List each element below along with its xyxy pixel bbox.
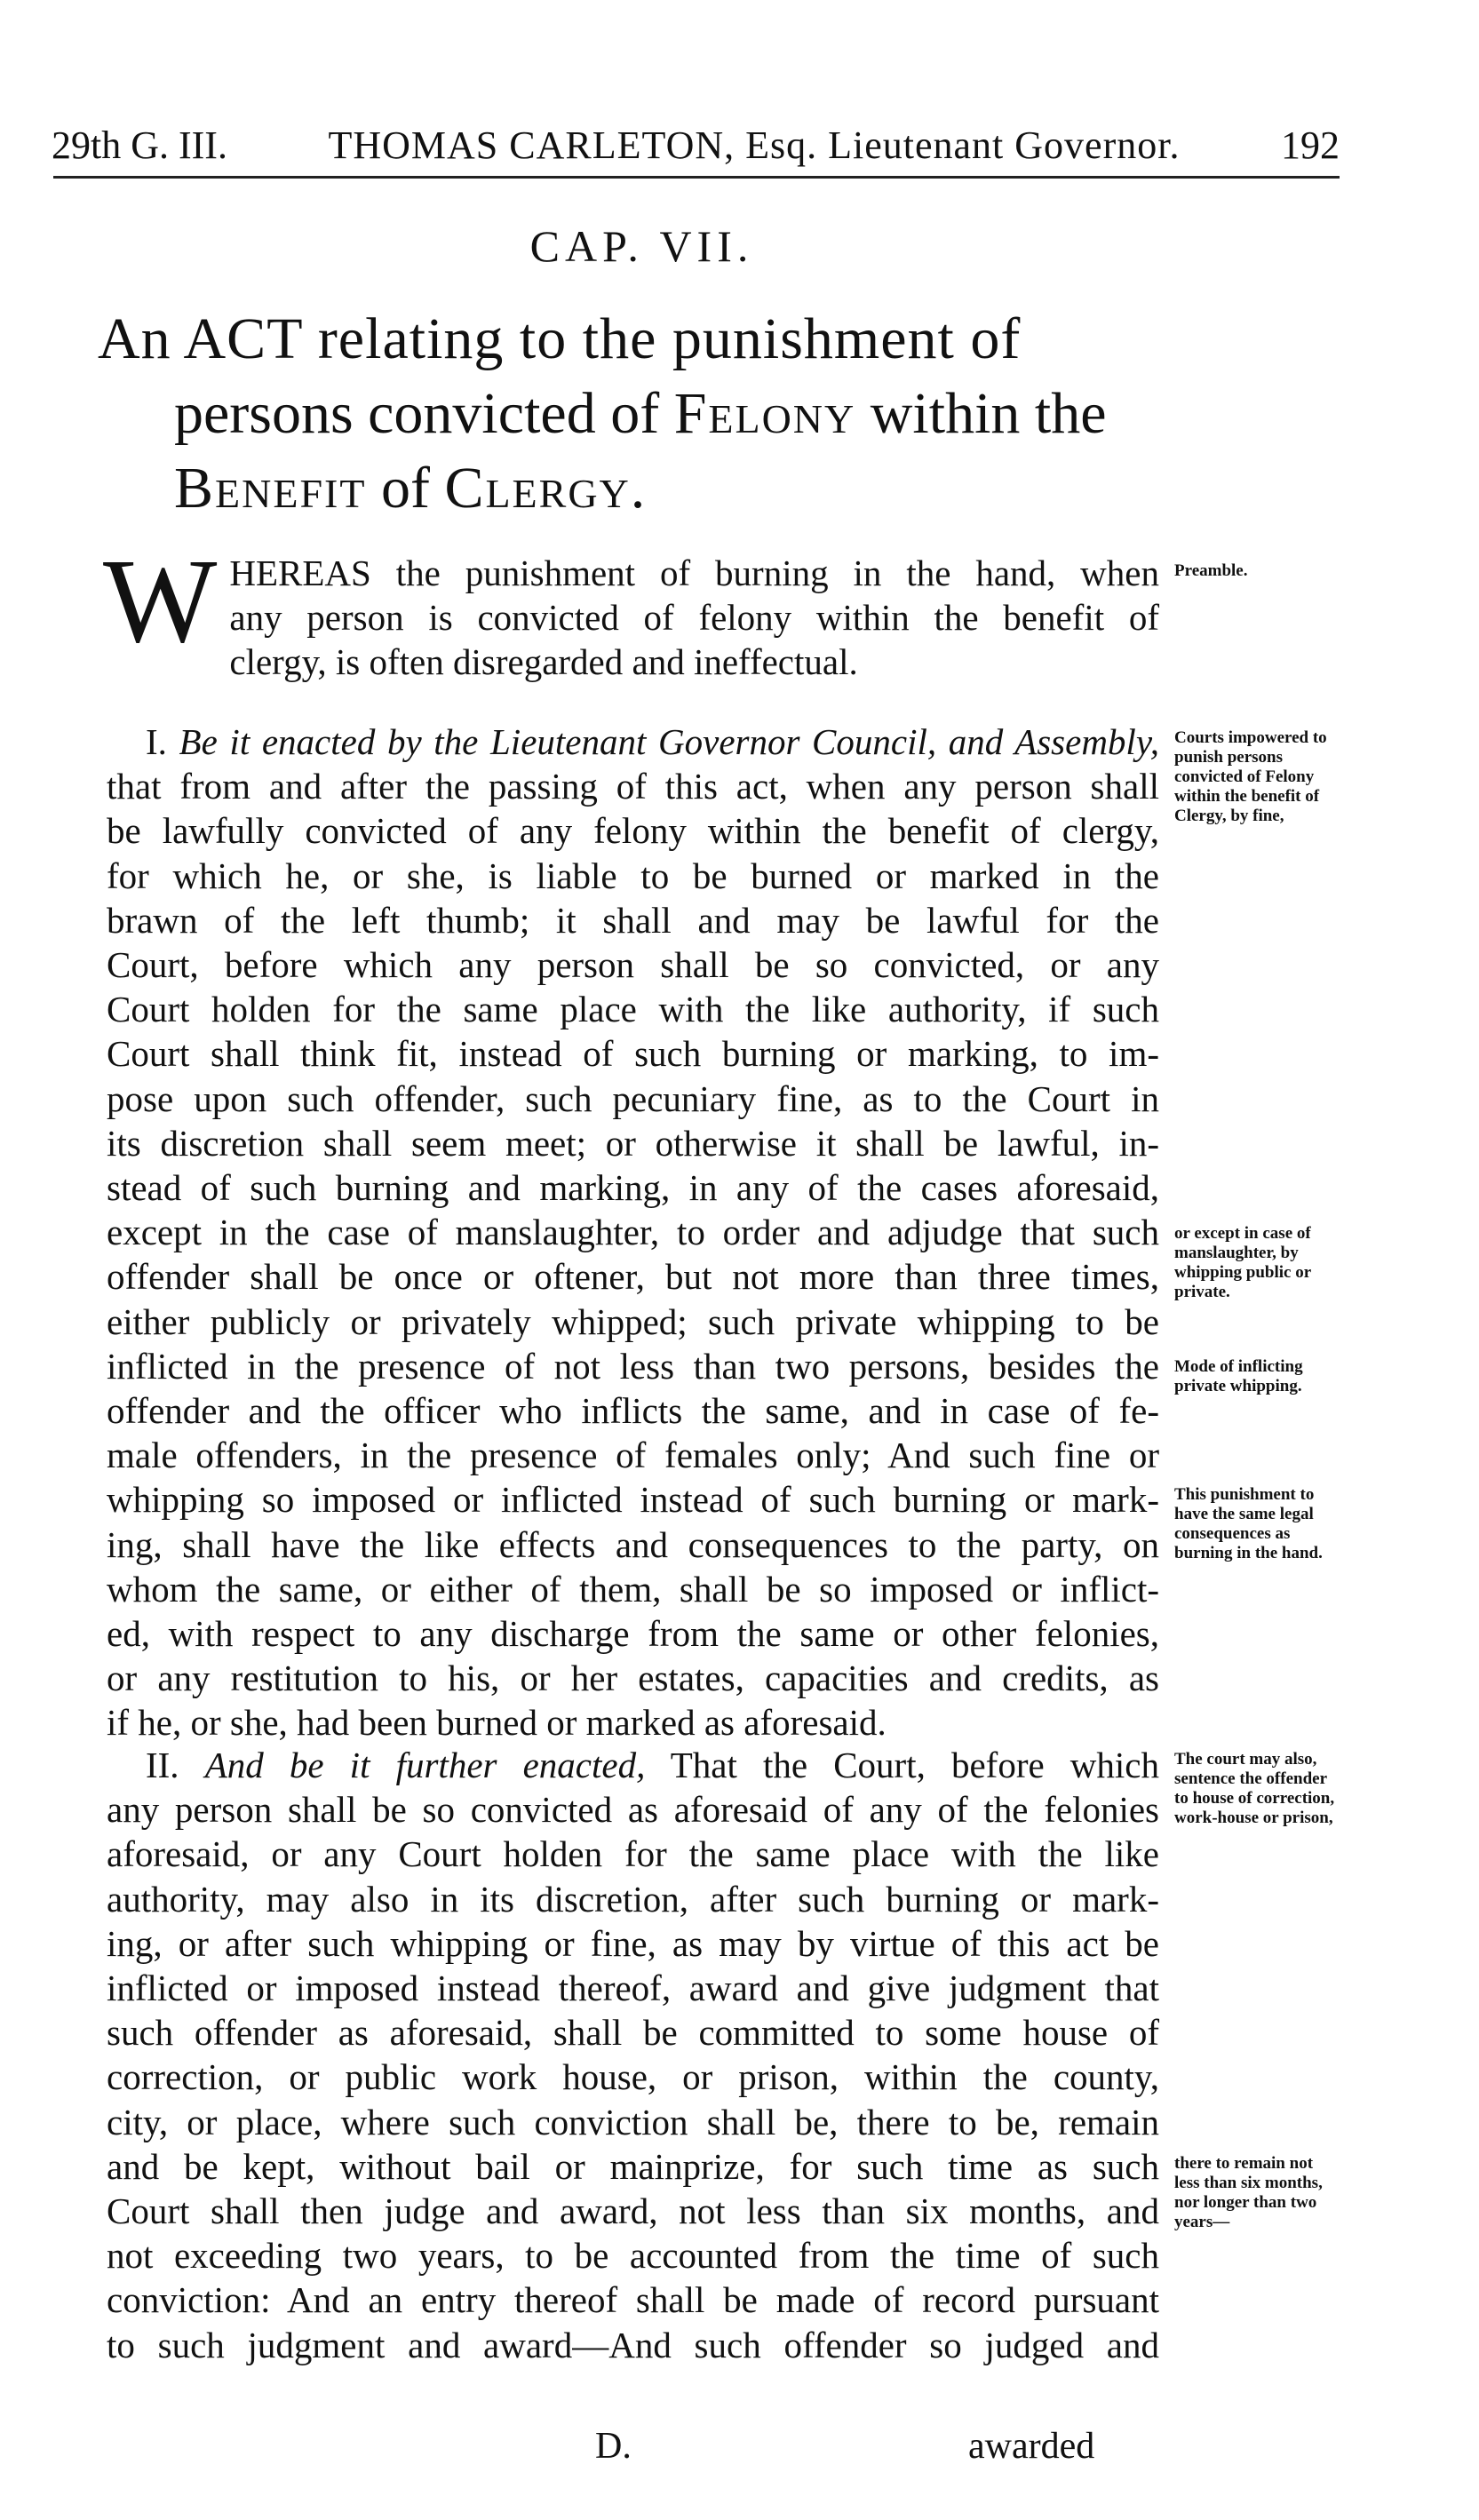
margin-note-house-of-correction: The court may also, sentence the offender to house of correction, work-house or prison,: [1174, 1750, 1335, 1827]
preamble-line: HEREAS the punishment of burning in the hand, when: [229, 552, 1159, 593]
text-line: Court holden for the same place with the like authority, if such: [107, 989, 1159, 1030]
margin-note-duration: there to remain not less than six months, nor longer than two years—: [1174, 2154, 1323, 2231]
governor-name: THOMAS CARLETON, Esq. Lieutenant Governor.: [328, 123, 1181, 167]
text-line: such offender as aforesaid, shall be committed to some house of: [107, 2012, 1159, 2054]
drop-capital: W: [103, 535, 218, 668]
margin-note-whipping: or except in case of manslaughter, by whipping public or private.: [1174, 1224, 1311, 1301]
text-line: conviction: And an entry thereof shall be made of record pursuant: [107, 2279, 1159, 2321]
text-fragment: That the Court, before which: [645, 1745, 1159, 1785]
margin-note-mode: Mode of inflicting private whipping.: [1174, 1357, 1303, 1395]
section-2: [107, 1743, 1159, 2367]
text-line: offender shall be once or oftener, but not more than three times,: [107, 1256, 1159, 1298]
text-line: aforesaid, or any Court holden for the same place with the like: [107, 1833, 1159, 1875]
text-line: stead of such burning and marking, in any of the cases aforesaid,: [107, 1167, 1159, 1209]
text-line: and be kept, without bail or mainprize, for such time as such: [107, 2145, 1159, 2187]
text-line: authority, may also in its discretion, after such burning or mark-: [107, 1878, 1159, 1920]
text-line: not exceeding two years, to be accounted from the time of such: [107, 2235, 1159, 2277]
text-line: correction, or public work house, or prison, within the county,: [107, 2056, 1159, 2098]
margin-note-preamble: Preamble.: [1174, 561, 1248, 580]
text-line: for which he, or she, is liable to be burned or marked in the: [107, 855, 1159, 896]
text-line: Court, before which any person shall be so convicted, or any: [107, 944, 1159, 986]
title-clergy: Clergy.: [444, 456, 648, 521]
section-1-enacting-line: [107, 719, 1159, 764]
page-number: 192: [1280, 123, 1340, 167]
text-line: brawn of the left thumb; it shall and may be lawful for the: [107, 899, 1159, 941]
title-text: persons convicted of: [174, 381, 674, 446]
text-line: male offenders, in the presence of females only; And such fine or: [107, 1435, 1159, 1476]
text-line: ing, shall have the like effects and consequences to the party, on: [107, 1523, 1159, 1565]
section-number: I.: [146, 721, 167, 762]
title-text: of: [366, 456, 445, 521]
preamble-line: any person is convicted of felony within the benefit of: [229, 597, 1159, 639]
text-line: ing, or after such whipping or fine, as may by virtue of this act be: [107, 1922, 1159, 1964]
chapter-heading: [0, 220, 1479, 272]
text-line: or any restitution to his, or her estates, capacities and credits, as: [107, 1657, 1159, 1699]
text-line: Court shall think fit, instead of such burning or marking, to im-: [107, 1033, 1159, 1075]
preamble-line: clergy, is often disregarded and ineffectual.: [229, 641, 858, 683]
text-line: inflicted in the presence of not less than two persons, besides the: [107, 1345, 1159, 1387]
regnal-year: 29th G. III.: [52, 123, 227, 167]
catchword: awarded: [968, 2426, 1095, 2467]
act-title: [98, 302, 1164, 526]
section-2-enacting-line: [107, 1743, 1159, 1787]
enacting-clause: Be it enacted by the Lieutenant Governor Council, and Assembly,: [179, 721, 1159, 762]
text-line: inflicted or imposed instead thereof, award and give judgment that: [107, 1968, 1159, 2009]
margin-note-consequences: This punishment to have the same legal consequences as burning in the hand.: [1174, 1485, 1323, 1562]
text-line: Court shall then judge and award, not less than six months, and: [107, 2190, 1159, 2232]
signature-mark: D.: [595, 2426, 632, 2467]
running-head: [52, 121, 1340, 171]
preamble-paragraph: [103, 535, 1159, 685]
text-line: its discretion shall seem meet; or otherwise it shall be lawful, in-: [107, 1122, 1159, 1164]
margin-note-courts-fine: Courts impowered to punish persons convicted of Felony within the benefit of Clergy, by fine,: [1174, 728, 1327, 825]
text-line: except in the case of manslaughter, to order and adjudge that such: [107, 1212, 1159, 1253]
text-line: city, or place, where such conviction shall be, there to be, remain: [107, 2101, 1159, 2142]
text-line: if he, or she, had been burned or marked as aforesaid.: [107, 1702, 887, 1744]
title-text: within the: [855, 381, 1107, 446]
section-1: [107, 719, 1159, 1745]
text-line: whom the same, or either of them, shall be so imposed or inflict-: [107, 1568, 1159, 1610]
text-line: ed, with respect to any discharge from the same or other felonies,: [107, 1613, 1159, 1655]
chapter-label: CAP. VII.: [529, 221, 754, 271]
enacting-clause: And be it further enacted,: [204, 1745, 646, 1785]
text-line: be lawfully convicted of any felony within the benefit of clergy,: [107, 810, 1159, 852]
text-line: that from and after the passing of this act, when any person shall: [107, 766, 1159, 807]
text-line: any person shall be so convicted as aforesaid of any of the felonies: [107, 1789, 1159, 1831]
text-line: either publicly or privately whipped; such private whipping to be: [107, 1300, 1159, 1342]
text-line: whipping so imposed or inflicted instead of such burning or mark-: [107, 1479, 1159, 1521]
page-footer: [0, 2425, 1479, 2478]
title-felony: Felony: [673, 381, 856, 446]
header-rule: [53, 176, 1340, 179]
title-line-2: [98, 377, 1164, 451]
text-line: pose upon such offender, such pecuniary fine, as to the Court in: [107, 1077, 1159, 1119]
text-line: to such judgment and award—And such offender so judged and: [107, 2324, 1159, 2365]
title-line-1: An ACT relating to the punishment of: [98, 306, 1022, 371]
title-line-3: [98, 451, 1164, 526]
text-line: offender and the officer who inflicts the same, and in case of fe-: [107, 1390, 1159, 1432]
section-number: II.: [146, 1745, 179, 1785]
title-benefit: Benefit: [174, 456, 367, 521]
